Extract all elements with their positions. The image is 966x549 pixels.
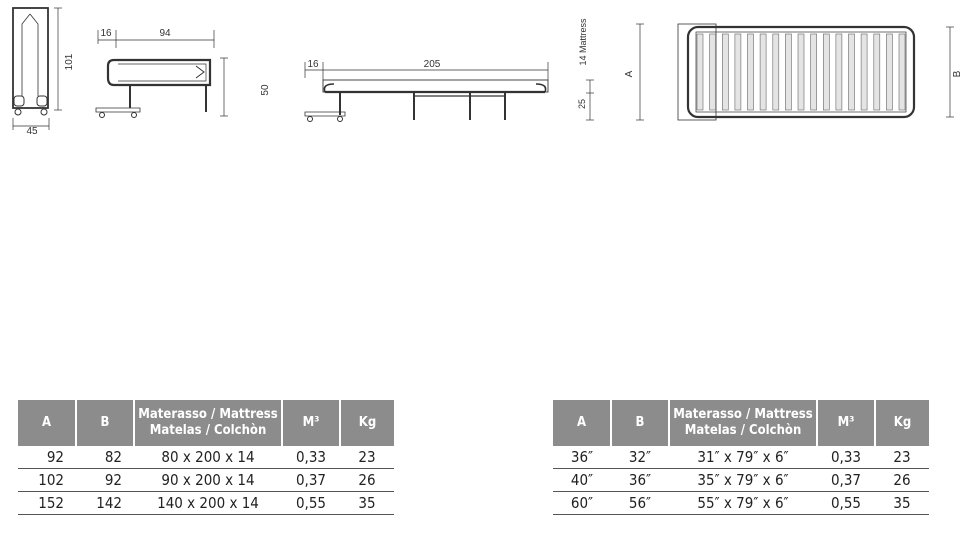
slat [773, 34, 779, 110]
slat [798, 34, 804, 110]
cell-b: 56″ [611, 492, 669, 515]
cell-b: 92 [76, 469, 134, 492]
cell-volume: 0,55 [282, 492, 340, 515]
slat [735, 34, 741, 110]
side-folded-large-label: 94 [159, 28, 171, 39]
cell-volume: 0,33 [282, 446, 340, 469]
cell-a: 102 [18, 469, 76, 492]
front-width-label: 45 [26, 126, 38, 137]
cell-volume: 0,33 [817, 446, 875, 469]
side-open-head-label: 16 [307, 59, 319, 70]
side-open-leg-label: 25 [577, 98, 587, 110]
header-volume: M³ [282, 400, 340, 446]
header-weight: Kg [340, 400, 394, 446]
slat [710, 34, 716, 110]
header-mattress-line1: Materasso / Mattress [138, 407, 278, 422]
imperial-spec-table [553, 400, 929, 515]
cell-mattress: 140 x 200 x 14 [134, 492, 282, 515]
cell-weight: 26 [875, 469, 929, 492]
cell-a: 152 [18, 492, 76, 515]
table-row [553, 469, 929, 492]
side-folded-view [96, 30, 228, 118]
slat [811, 34, 817, 110]
cell-mattress: 80 x 200 x 14 [134, 446, 282, 469]
cell-mattress: 55″ x 79″ x 6″ [669, 492, 817, 515]
slat [823, 34, 829, 110]
table-row [553, 492, 929, 515]
header-mattress-line2: Matelas / Colchòn [684, 423, 802, 438]
cell-weight: 35 [340, 492, 394, 515]
cell-mattress: 31″ x 79″ x 6″ [669, 446, 817, 469]
front-view [13, 8, 62, 130]
cell-volume: 0,37 [282, 469, 340, 492]
cell-b: 82 [76, 446, 134, 469]
cell-a: 36″ [553, 446, 611, 469]
side-open-view [305, 62, 594, 122]
header-a: A [553, 400, 611, 446]
slat [861, 34, 867, 110]
cell-mattress: 35″ x 79″ x 6″ [669, 469, 817, 492]
imperial-header-row [553, 400, 929, 446]
header-mattress [134, 400, 282, 446]
side-folded-height-label: 50 [260, 84, 271, 96]
table-row [18, 469, 394, 492]
header-mattress-line1: Materasso / Mattress [673, 407, 813, 422]
slat [760, 34, 766, 110]
cell-weight: 26 [340, 469, 394, 492]
slat [785, 34, 791, 110]
header-b: B [76, 400, 134, 446]
side-open-length-label: 205 [423, 59, 441, 70]
metric-spec-table [18, 400, 394, 515]
header-weight: Kg [875, 400, 929, 446]
front-height-label: 101 [64, 53, 75, 71]
cell-weight: 23 [340, 446, 394, 469]
metric-header-row [18, 400, 394, 446]
slat [874, 34, 880, 110]
cell-weight: 23 [875, 446, 929, 469]
slat [899, 34, 905, 110]
slat [722, 34, 728, 110]
slat [849, 34, 855, 110]
side-open-mattress-label: 14 Mattress [578, 18, 588, 66]
side-folded-small-label: 16 [100, 28, 112, 39]
header-volume: M³ [817, 400, 875, 446]
top-view-a-label: A [624, 70, 635, 78]
top-view [636, 24, 954, 120]
header-a: A [18, 400, 76, 446]
cell-b: 32″ [611, 446, 669, 469]
cell-volume: 0,55 [817, 492, 875, 515]
technical-drawings [0, 0, 966, 140]
slat [836, 34, 842, 110]
header-mattress [669, 400, 817, 446]
cell-volume: 0,37 [817, 469, 875, 492]
slat [886, 34, 892, 110]
cell-a: 40″ [553, 469, 611, 492]
cell-b: 36″ [611, 469, 669, 492]
slat [748, 34, 754, 110]
cell-a: 60″ [553, 492, 611, 515]
header-mattress-line2: Matelas / Colchòn [149, 423, 267, 438]
slats [697, 34, 905, 110]
cell-a: 92 [18, 446, 76, 469]
top-view-b-label: B [952, 70, 963, 78]
cell-b: 142 [76, 492, 134, 515]
table-row [18, 446, 394, 469]
table-row [18, 492, 394, 515]
slat [697, 34, 703, 110]
header-b: B [611, 400, 669, 446]
table-row [553, 446, 929, 469]
cell-mattress: 90 x 200 x 14 [134, 469, 282, 492]
cell-weight: 35 [875, 492, 929, 515]
